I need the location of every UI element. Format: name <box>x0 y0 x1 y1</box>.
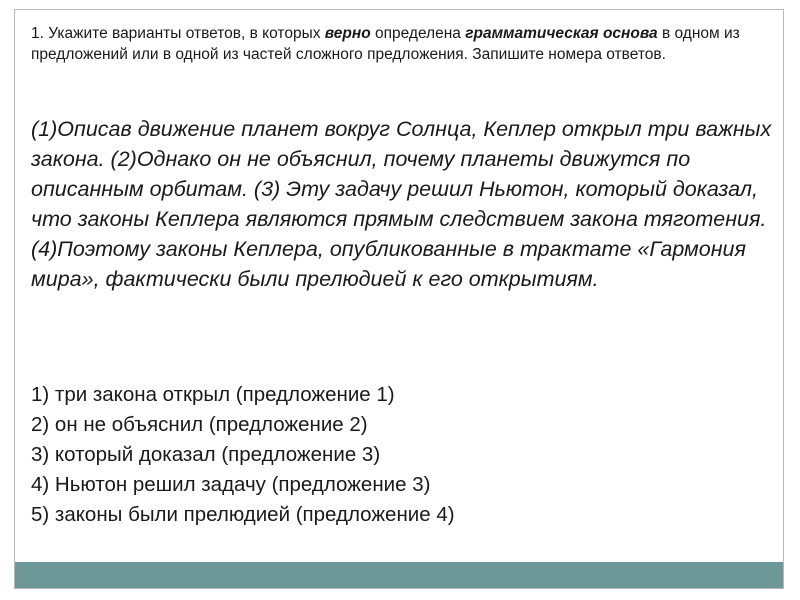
answer-option-1: 1) три закона открыл (предложение 1) <box>31 383 395 406</box>
task-instructions <box>31 23 771 65</box>
task-text-2: определена <box>370 25 466 42</box>
task-emphasis-correct: верно <box>324 25 371 42</box>
task-emphasis-grammatical-basis: грамматическая основа <box>465 25 658 42</box>
answer-options <box>31 380 771 530</box>
answer-option-2: 2) он не объяснил (предложение 2) <box>31 413 368 436</box>
answer-option-5: 5) законы были прелюдией (предложение 4) <box>31 503 455 526</box>
reading-passage: (1)Описав движение планет вокруг Солнца, Кеплер открыл три важных закона. (2)Однако он не объяснил, почему планеты движутся по описанным орбитам. (3) Эту задачу решил Ньютон, который доказал, что законы Кеплера являются прямым следствием закона тяготения. (4)Поэтому законы Кеплера, опубликованные в трактате «Гармония мира», фактически были прелюдией к его открытиям. <box>31 117 772 291</box>
answer-option-4: 4) Ньютон решил задачу (предложение 3) <box>31 473 431 496</box>
task-text-1: 1. Укажите варианты ответов, в которых <box>31 25 325 42</box>
answer-option-3: 3) который доказал (предложение 3) <box>31 443 381 466</box>
slide-footer-bar <box>15 562 783 588</box>
slide <box>14 9 784 589</box>
task-text-3: в одном из предложений или в одной из частей сложного предложения. Запишите номера ответов. <box>31 25 740 63</box>
